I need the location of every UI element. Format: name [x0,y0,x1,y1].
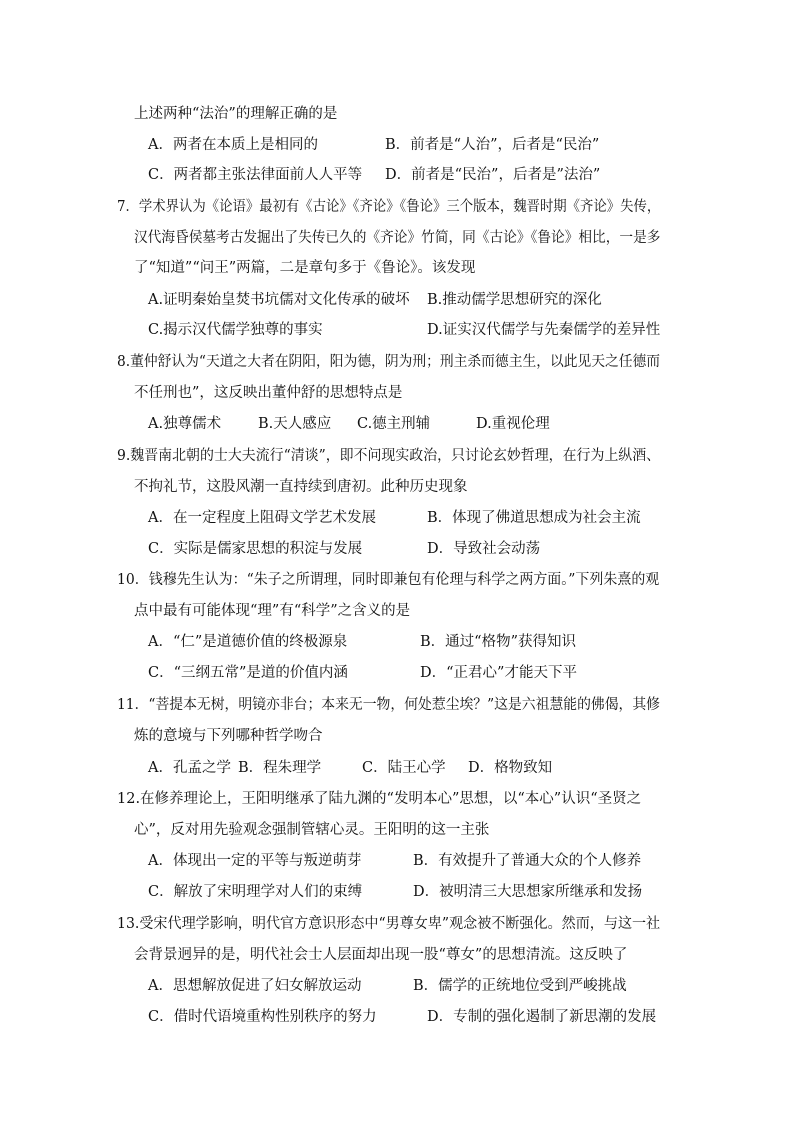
q8-stem-line1: 8.董仲舒认为“天道之大者在阴阳，阳为德，阴为刑；刑主杀而德主生，以此见天之任德而 [117,354,661,370]
q13-option-a: A．思想解放促进了妇女解放运动 [148,978,362,994]
q12-option-d: D．被明清三大思想家所继承和发扬 [413,884,643,900]
q11-stem-line2: 炼的意境与下列哪种哲学吻合 [134,728,323,744]
q8-option-b: B.天人感应 [258,416,332,432]
q9-stem-line2: 不拘礼节，这股风潮一直持续到唐初。此种历史现象 [134,479,468,495]
q7-stem-line1: 7．学术界认为《论语》最初有《古论》《齐论》《鲁论》三个版本，魏晋时期《齐论》失传， [117,199,661,215]
q13-stem-line2: 会背景迥异的是，明代社会士人层面却出现一股“尊女”的思想清流。这反映了 [134,947,628,963]
q6-option-c: C．两者都主张法律面前人人平等 [148,167,363,183]
q8-option-d: D.重视伦理 [476,416,550,432]
q10-option-a: A．“仁”是道德价值的终极源泉 [148,634,348,650]
q11-option-b: B．程朱理学 [238,760,322,776]
q8-stem-line2: 不任刑也”，这反映出董仲舒的思想特点是 [134,385,403,401]
q12-option-c: C．解放了宋明理学对人们的束缚 [148,884,363,900]
q11-option-c: C．陆王心学 [362,760,446,776]
q11-stem-line1: 11．“菩提本无树，明镜亦非台；本来无一物，何处惹尘埃？”这是六祖慧能的佛偈，其修 [117,697,661,713]
q7-stem-line2: 汉代海昏侯墓考古发掘出了失传已久的《齐论》竹简，同《古论》《鲁论》相比，一是多 [134,230,661,246]
q9-stem-line1: 9.魏晋南北朝的士大夫流行“清谈”，即不问现实政治，只讨论玄妙哲理，在行为上纵酒、 [117,448,661,464]
q6-option-b: B．前者是“人治”，后者是“民治” [385,137,600,153]
q11-option-d: D．格物致知 [468,760,553,776]
q7-option-d: D.证实汉代儒学与先秦儒学的差异性 [427,322,661,338]
q13-option-d: D．专制的强化遏制了新思潮的发展 [427,1009,657,1025]
q7-stem-line3: 了“知道”“问王”两篇，二是章句多于《鲁论》。该发现 [134,260,476,276]
q9-option-c: C．实际是儒家思想的积淀与发展 [148,541,363,557]
q11-option-a: A．孔孟之学 [148,760,231,776]
q8-option-a: A.独尊儒术 [148,416,222,432]
q6-option-a: A．两者在本质上是相同的 [148,137,318,153]
q12-option-b: B．有效提升了普通大众的个人修养 [413,853,642,869]
q7-option-b: B.推动儒学思想研究的深化 [427,292,602,308]
q6-option-d: D．前者是“民治”，后者是”法治” [385,167,601,183]
q8-option-c: C.德主刑辅 [357,416,431,432]
q12-stem-line2: 心”，反对用先验观念强制管辖心灵。王阳明的这一主张 [134,822,490,838]
q6-stem: 上述两种“法治”的理解正确的是 [134,106,338,122]
q10-option-b: B．通过“格物”获得知识 [420,634,576,650]
q10-option-d: D．“正君心”才能天下平 [420,665,577,681]
q13-option-b: B．儒学的正统地位受到严峻挑战 [413,978,627,994]
q10-stem-line1: 10．钱穆先生认为：“朱子之所谓理，同时即兼包有伦理与科学之两方面。”下列朱熹的观 [117,572,660,588]
q13-option-c: C．借时代语境重构性别秩序的努力 [148,1009,377,1025]
q9-option-a: A．在一定程度上阻碍文学艺术发展 [148,510,376,526]
q10-option-c: C．“三纲五常”是道的价值内涵 [148,665,348,681]
q10-stem-line2: 点中最有可能体现“理”有“科学”之含义的是 [134,603,411,619]
q9-option-b: B．体现了佛道思想成为社会主流 [427,510,641,526]
q7-option-c: C.揭示汉代儒学独尊的事实 [148,322,323,338]
q12-option-a: A．体现出一定的平等与叛逆萌芽 [148,853,362,869]
q7-option-a: A.证明秦始皇焚书坑儒对文化传承的破坏 [148,292,410,308]
q13-stem-line1: 13.受宋代理学影响，明代官方意识形态中“男尊女卑”观念被不断强化。然而，与这一社 [117,916,661,932]
q12-stem-line1: 12.在修养理论上，王阳明继承了陆九渊的“发明本心”思想，以“本心”认识“圣贤之 [117,791,642,807]
q9-option-d: D．导致社会动荡 [427,541,541,557]
